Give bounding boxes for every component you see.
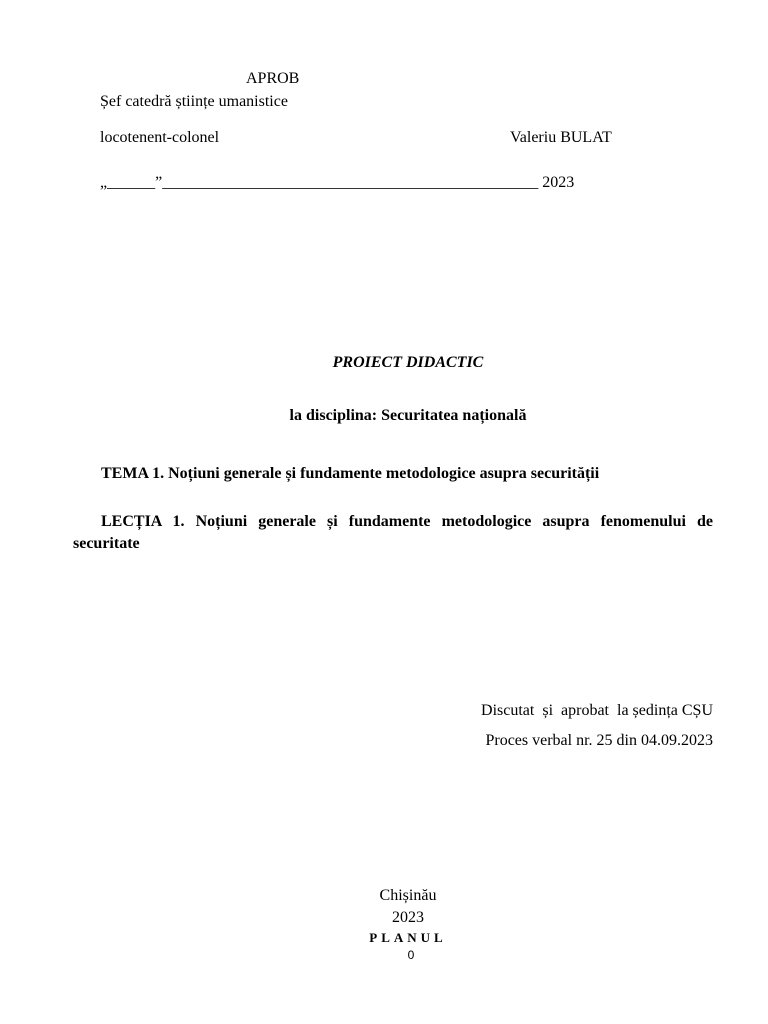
discipline-line: la disciplina: Securitatea națională xyxy=(289,407,527,424)
plan-label: PLANUL xyxy=(369,930,447,945)
approver-name: Valeriu BULAT xyxy=(510,129,612,146)
discussed-note: Discutat și aprobat la ședința CȘU xyxy=(481,702,713,719)
topic-heading: TEMA 1. Noțiuni generale și fundamente metodologice asupra securității xyxy=(101,465,600,482)
minutes-note: Proces verbal nr. 25 din 04.09.2023 xyxy=(485,732,713,749)
approver-role: Șef catedră științe umanistice xyxy=(100,93,288,110)
footer-year: 2023 xyxy=(392,909,424,926)
approver-rank: locotenent-colonel xyxy=(100,129,220,146)
approval-title: APROB xyxy=(246,70,300,87)
document-title: PROIECT DIDACTIC xyxy=(332,354,484,371)
lesson-heading: LECȚIA 1. Noțiuni generale și fundamente metodologice asupra fenomenului de securitate xyxy=(73,513,713,552)
city-name: Chișinău xyxy=(379,887,437,904)
approval-date-line: „______”_______________________________________________ 2023 xyxy=(100,174,575,191)
page-number: 0 xyxy=(407,948,415,962)
